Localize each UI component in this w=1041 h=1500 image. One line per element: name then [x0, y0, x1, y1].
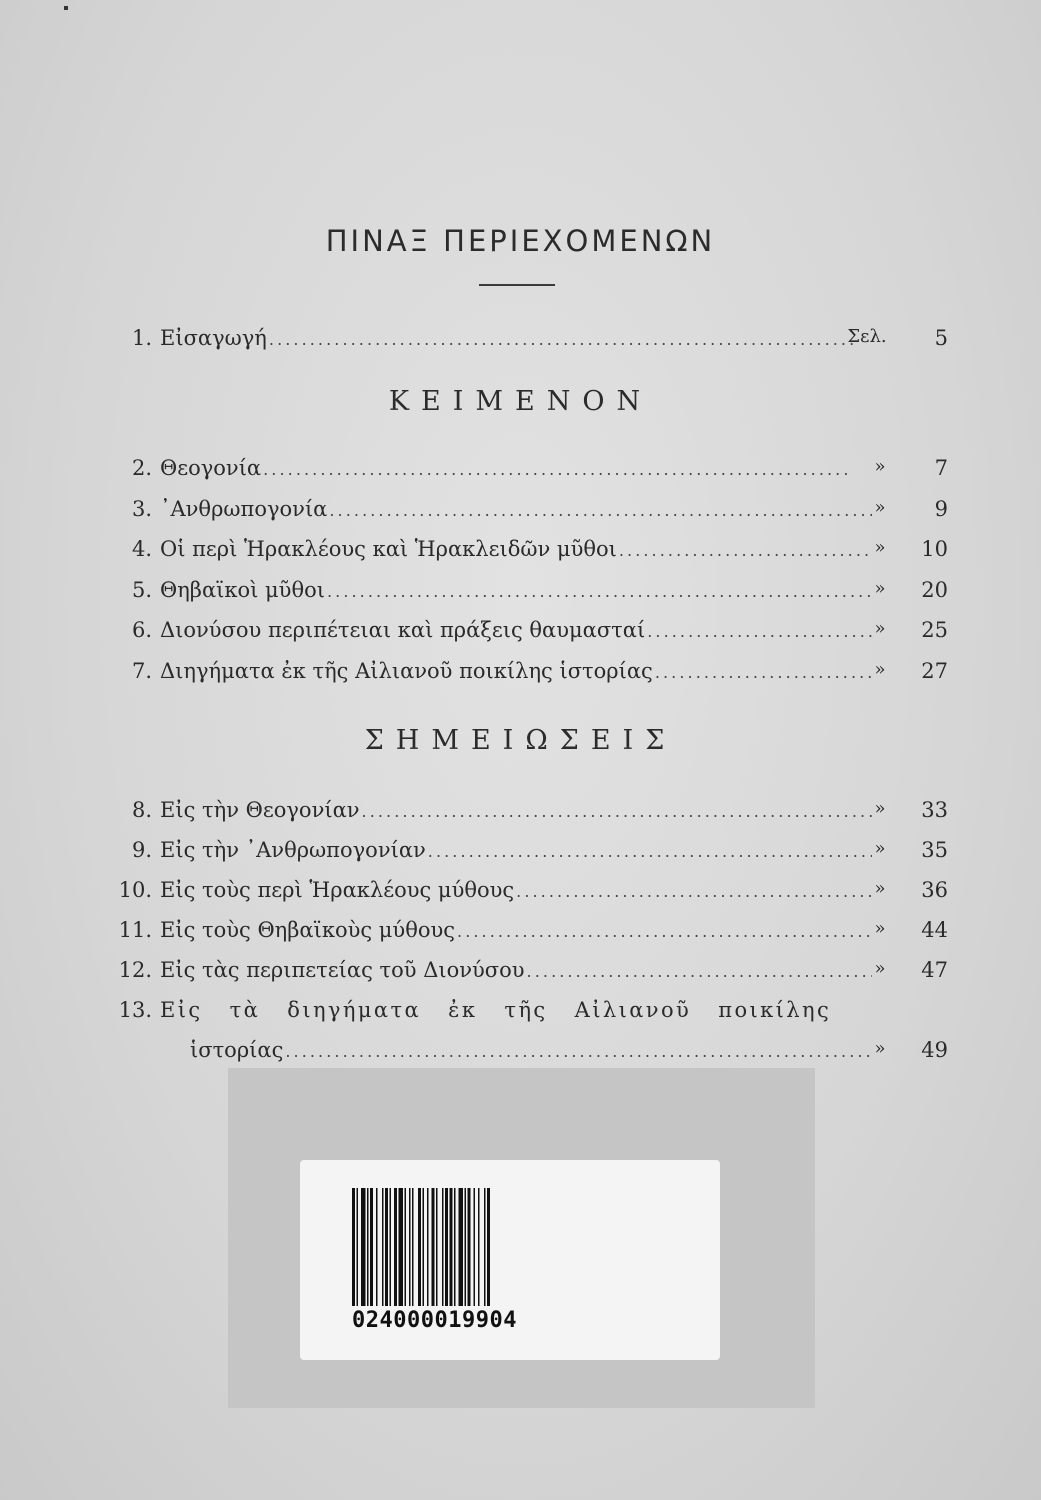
barcode-bar	[405, 1188, 407, 1306]
section-heading-keimenon: ΚΕΙΜΕΝΟΝ	[388, 386, 653, 417]
entry-page: 25	[921, 618, 948, 642]
ditto-mark: »	[874, 659, 886, 680]
toc-entry	[100, 998, 950, 1034]
barcode-bar	[474, 1188, 476, 1306]
entry-number: 11.	[118, 918, 152, 942]
barcode-bar	[390, 1188, 392, 1306]
toc-entry	[100, 798, 950, 834]
entry-title: Θεογονία . . .	[160, 456, 872, 480]
entry-title: Εἰς τὰ διηγήματα ἐκ τῆς Αἰλιανοῦ ποικίλης	[160, 998, 832, 1022]
entry-title: Εἰς τοὺς περὶ Ἡρακλέους μύθους . . .	[160, 878, 872, 902]
entry-number: 4.	[131, 537, 152, 561]
entry-number: 1.	[131, 326, 152, 350]
barcode-bar	[478, 1188, 480, 1306]
entry-title: Διηγήματα ἐκ τῆς Αἰλιανοῦ ποικίλης ἱστορίας . . .	[160, 659, 872, 683]
toc-entry	[100, 958, 950, 994]
toc-entry-intro	[100, 326, 950, 362]
title-rule	[479, 284, 555, 286]
toc-entry	[100, 618, 950, 654]
entry-page: 20	[921, 578, 948, 602]
toc-entry	[100, 578, 950, 614]
ditto-mark: »	[874, 497, 886, 518]
barcode-bar	[376, 1188, 378, 1306]
barcode-bar	[370, 1188, 373, 1306]
ditto-mark: »	[874, 456, 886, 477]
entry-number: 12.	[118, 958, 152, 982]
barcode-bar	[409, 1188, 411, 1306]
barcode-bar	[436, 1188, 438, 1306]
entry-page: 35	[921, 838, 948, 862]
entry-number: 3.	[131, 497, 152, 521]
barcode-bar	[418, 1188, 421, 1306]
barcode-bar	[468, 1188, 471, 1306]
toc-entry	[100, 497, 950, 533]
barcode-bar	[450, 1188, 453, 1306]
ditto-mark: »	[874, 1038, 886, 1059]
toc-entry	[100, 918, 950, 954]
barcode-bar	[385, 1188, 388, 1306]
entry-number: 2.	[131, 456, 152, 480]
page-label: Σελ.	[847, 326, 887, 347]
ditto-mark: »	[874, 618, 886, 639]
entry-number: 6.	[131, 618, 152, 642]
barcode-bar	[367, 1188, 369, 1306]
barcode-bar	[423, 1188, 425, 1306]
barcode-bar	[427, 1188, 429, 1306]
entry-page: 49	[921, 1038, 948, 1062]
entry-title: Διονύσου περιπέτειαι καὶ πράξεις θαυμασταί . . .	[160, 618, 872, 642]
entry-page: 10	[921, 537, 948, 561]
entry-page: 7	[934, 456, 948, 480]
entry-number: 9.	[131, 838, 152, 862]
barcode-bar	[394, 1188, 397, 1306]
barcode-bar	[357, 1188, 359, 1306]
entry-number: 13.	[118, 998, 152, 1022]
entry-title: Εἰς τοὺς Θηβαϊκοὺς μύθους . . .	[160, 918, 872, 942]
barcode-bar	[487, 1188, 490, 1306]
entry-title: Θηβαϊκοὶ μῦθοι . . .	[160, 578, 872, 602]
toc-entry	[100, 659, 950, 695]
ditto-mark: »	[874, 918, 886, 939]
toc-entry	[100, 878, 950, 914]
barcode-icon	[352, 1188, 552, 1306]
page-speck	[64, 6, 68, 10]
toc-entry	[100, 838, 950, 874]
barcode-bar	[382, 1188, 384, 1306]
barcode-bar	[445, 1188, 448, 1306]
entry-number: 5.	[131, 578, 152, 602]
toc-entry	[100, 537, 950, 573]
barcode-bar	[454, 1188, 456, 1306]
entry-page: 36	[921, 878, 948, 902]
entry-title: Οἱ περὶ Ἡρακλέους καὶ Ἡρακλειδῶν μῦθοι . . .	[160, 537, 872, 561]
barcode-bar	[484, 1188, 486, 1306]
entry-number: 8.	[131, 798, 152, 822]
barcode-bar	[459, 1188, 464, 1306]
entry-title: Εἰς τὴν ᾿Ανθρωπογονίαν . . .	[160, 838, 872, 862]
entry-page: 33	[921, 798, 948, 822]
ditto-mark: »	[874, 878, 886, 899]
barcode-bar	[412, 1188, 414, 1306]
section-heading-simeioseis: ΣΗΜΕΙΩΣΕΙΣ	[364, 725, 677, 756]
toc-entry	[100, 456, 950, 492]
entry-number: 7.	[131, 659, 152, 683]
barcode-bar	[442, 1188, 444, 1306]
entry-page: 9	[934, 497, 948, 521]
barcode-bar	[361, 1188, 366, 1306]
entry-page: 27	[921, 659, 948, 683]
entry-title: Εἰς τὰς περιπετείας τοῦ Διονύσου . . .	[160, 958, 872, 982]
ditto-mark: »	[874, 838, 886, 859]
entry-title: Εἰς τὴν Θεογονίαν . . .	[160, 798, 872, 822]
entry-title: Εἰσαγωγή . . .	[160, 326, 872, 350]
ditto-mark: »	[874, 578, 886, 599]
barcode-bar	[399, 1188, 404, 1306]
barcode-bar	[465, 1188, 467, 1306]
entry-title-continuation: ἱστορίας . . .	[190, 1038, 872, 1062]
barcode-bar	[432, 1188, 435, 1306]
barcode-number: 024000019904	[352, 1308, 517, 1333]
ditto-mark: »	[874, 798, 886, 819]
ditto-mark: »	[874, 537, 886, 558]
entry-page: 44	[921, 918, 948, 942]
page-title: ΠΙΝΑΞ ΠΕΡΙΕΧΟΜΕΝΩΝ	[325, 224, 716, 258]
ditto-mark: »	[874, 958, 886, 979]
entry-number: 10.	[118, 878, 152, 902]
entry-title: ᾿Ανθρωπογονία . . .	[160, 497, 872, 521]
barcode-bar	[352, 1188, 355, 1306]
entry-page: 47	[921, 958, 948, 982]
entry-page: 5	[934, 326, 948, 350]
